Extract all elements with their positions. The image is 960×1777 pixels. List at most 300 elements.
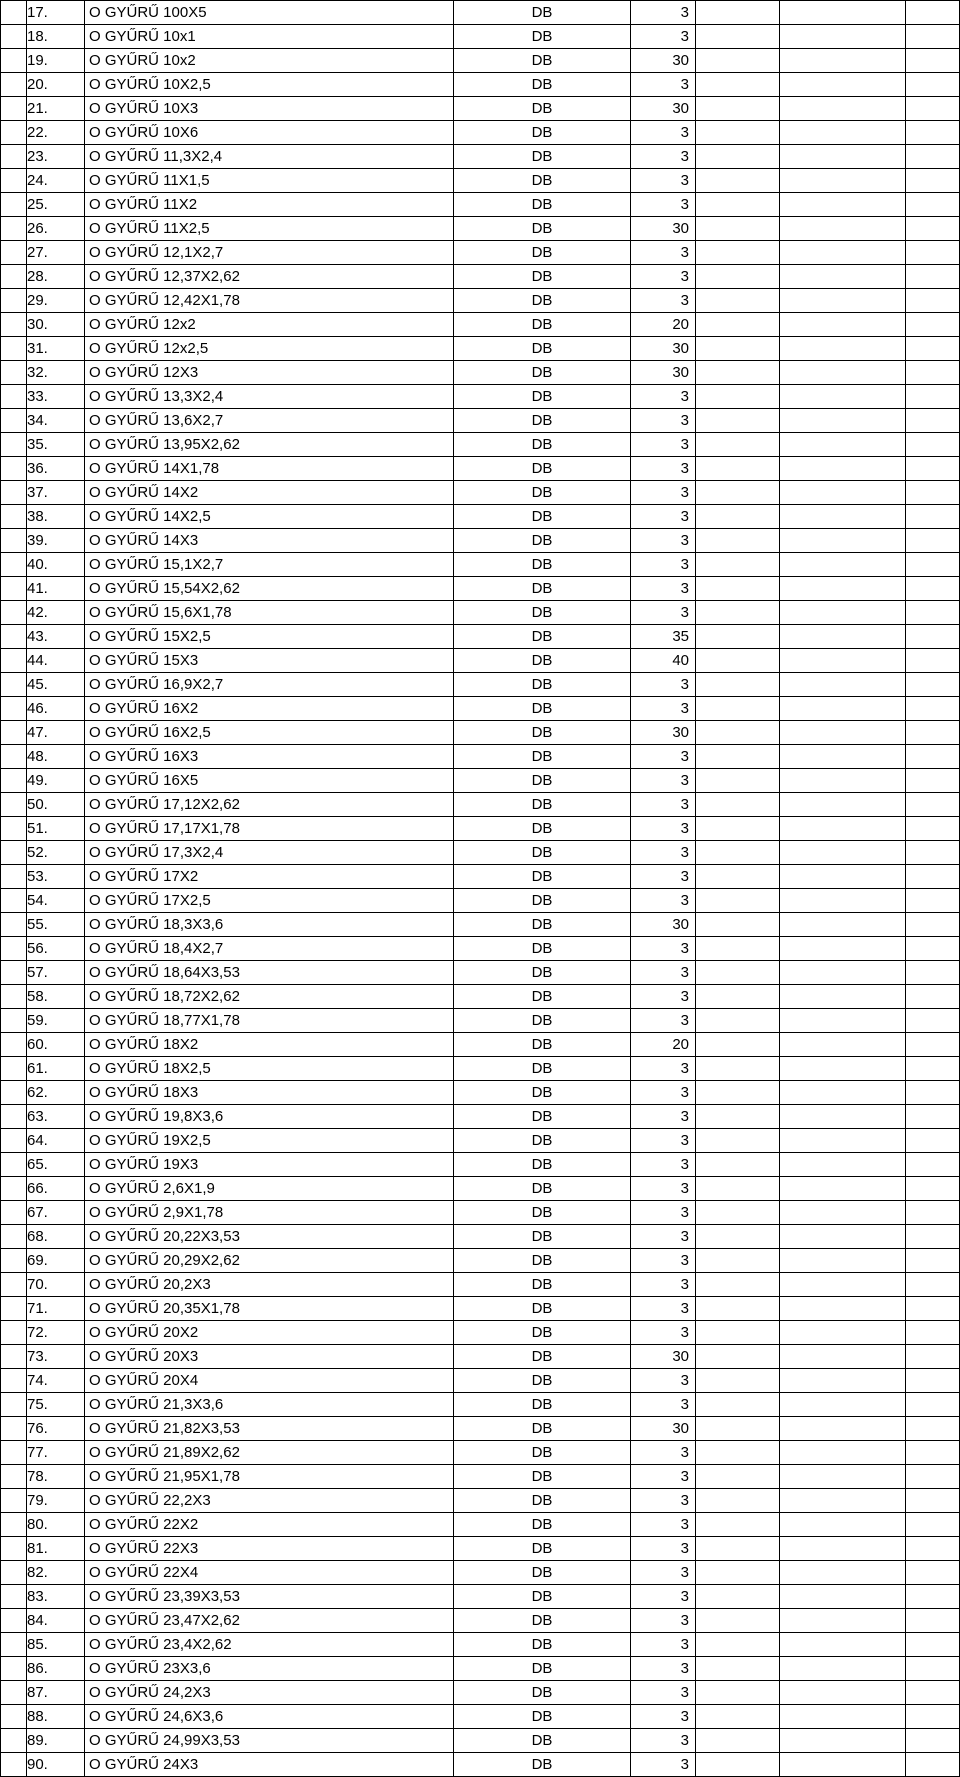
row-number: 42. bbox=[27, 601, 85, 625]
empty-cell bbox=[906, 457, 960, 481]
blank-cell bbox=[1, 97, 27, 121]
item-quantity: 3 bbox=[631, 505, 696, 529]
item-unit: DB bbox=[454, 145, 631, 169]
row-number: 61. bbox=[27, 1057, 85, 1081]
empty-cell bbox=[906, 913, 960, 937]
table-row bbox=[1, 1105, 960, 1129]
item-unit: DB bbox=[454, 1129, 631, 1153]
empty-cell bbox=[696, 433, 780, 457]
item-quantity: 3 bbox=[631, 1753, 696, 1777]
item-name: O GYŰRŰ 16,9X2,7 bbox=[85, 673, 454, 697]
item-unit: DB bbox=[454, 913, 631, 937]
blank-cell bbox=[1, 265, 27, 289]
empty-cell bbox=[780, 553, 906, 577]
blank-cell bbox=[1, 289, 27, 313]
row-number: 53. bbox=[27, 865, 85, 889]
blank-cell bbox=[1, 937, 27, 961]
row-number: 39. bbox=[27, 529, 85, 553]
item-quantity: 3 bbox=[631, 985, 696, 1009]
item-quantity: 3 bbox=[631, 241, 696, 265]
item-name: O GYŰRŰ 16X2 bbox=[85, 697, 454, 721]
row-number: 30. bbox=[27, 313, 85, 337]
empty-cell bbox=[906, 1129, 960, 1153]
empty-cell bbox=[696, 1585, 780, 1609]
blank-cell bbox=[1, 1009, 27, 1033]
row-number: 49. bbox=[27, 769, 85, 793]
item-quantity: 3 bbox=[631, 697, 696, 721]
row-number: 78. bbox=[27, 1465, 85, 1489]
empty-cell bbox=[696, 1297, 780, 1321]
blank-cell bbox=[1, 1441, 27, 1465]
item-name: O GYŰRŰ 10X6 bbox=[85, 121, 454, 145]
blank-cell bbox=[1, 961, 27, 985]
table-row bbox=[1, 1369, 960, 1393]
item-name: O GYŰRŰ 18,3X3,6 bbox=[85, 913, 454, 937]
table-row bbox=[1, 1441, 960, 1465]
item-unit: DB bbox=[454, 1537, 631, 1561]
table-row bbox=[1, 337, 960, 361]
item-name: O GYŰRŰ 14X1,78 bbox=[85, 457, 454, 481]
row-number: 38. bbox=[27, 505, 85, 529]
blank-cell bbox=[1, 1057, 27, 1081]
table-row bbox=[1, 433, 960, 457]
item-unit: DB bbox=[454, 1081, 631, 1105]
empty-cell bbox=[906, 1537, 960, 1561]
row-number: 57. bbox=[27, 961, 85, 985]
empty-cell bbox=[780, 985, 906, 1009]
empty-cell bbox=[906, 1201, 960, 1225]
empty-cell bbox=[906, 937, 960, 961]
blank-cell bbox=[1, 1081, 27, 1105]
item-unit: DB bbox=[454, 793, 631, 817]
empty-cell bbox=[780, 769, 906, 793]
empty-cell bbox=[696, 505, 780, 529]
empty-cell bbox=[696, 1057, 780, 1081]
table-row bbox=[1, 1393, 960, 1417]
item-name: O GYŰRŰ 13,95X2,62 bbox=[85, 433, 454, 457]
blank-cell bbox=[1, 1249, 27, 1273]
empty-cell bbox=[696, 409, 780, 433]
table-row bbox=[1, 817, 960, 841]
empty-cell bbox=[906, 673, 960, 697]
empty-cell bbox=[906, 889, 960, 913]
item-quantity: 3 bbox=[631, 577, 696, 601]
item-unit: DB bbox=[454, 1369, 631, 1393]
empty-cell bbox=[906, 1081, 960, 1105]
blank-cell bbox=[1, 841, 27, 865]
empty-cell bbox=[696, 1033, 780, 1057]
row-number: 67. bbox=[27, 1201, 85, 1225]
empty-cell bbox=[906, 1057, 960, 1081]
empty-cell bbox=[696, 841, 780, 865]
item-quantity: 3 bbox=[631, 1297, 696, 1321]
item-name: O GYŰRŰ 21,3X3,6 bbox=[85, 1393, 454, 1417]
item-quantity: 3 bbox=[631, 457, 696, 481]
blank-cell bbox=[1, 169, 27, 193]
row-number: 21. bbox=[27, 97, 85, 121]
blank-cell bbox=[1, 1105, 27, 1129]
empty-cell bbox=[906, 1489, 960, 1513]
item-quantity: 3 bbox=[631, 1321, 696, 1345]
row-number: 83. bbox=[27, 1585, 85, 1609]
item-unit: DB bbox=[454, 889, 631, 913]
empty-cell bbox=[906, 241, 960, 265]
item-name: O GYŰRŰ 17,12X2,62 bbox=[85, 793, 454, 817]
blank-cell bbox=[1, 121, 27, 145]
item-unit: DB bbox=[454, 217, 631, 241]
empty-cell bbox=[906, 841, 960, 865]
empty-cell bbox=[780, 457, 906, 481]
item-quantity: 3 bbox=[631, 601, 696, 625]
item-unit: DB bbox=[454, 169, 631, 193]
table-row bbox=[1, 1513, 960, 1537]
empty-cell bbox=[780, 361, 906, 385]
empty-cell bbox=[696, 49, 780, 73]
empty-cell bbox=[780, 1033, 906, 1057]
item-quantity: 3 bbox=[631, 1009, 696, 1033]
item-quantity: 3 bbox=[631, 673, 696, 697]
table-row bbox=[1, 721, 960, 745]
item-name: O GYŰRŰ 20X2 bbox=[85, 1321, 454, 1345]
empty-cell bbox=[780, 385, 906, 409]
item-name: O GYŰRŰ 24,99X3,53 bbox=[85, 1729, 454, 1753]
item-name: O GYŰRŰ 14X3 bbox=[85, 529, 454, 553]
empty-cell bbox=[780, 1, 906, 25]
item-quantity: 3 bbox=[631, 1225, 696, 1249]
item-unit: DB bbox=[454, 841, 631, 865]
item-name: O GYŰRŰ 16X3 bbox=[85, 745, 454, 769]
table-row bbox=[1, 361, 960, 385]
row-number: 44. bbox=[27, 649, 85, 673]
item-quantity: 3 bbox=[631, 433, 696, 457]
row-number: 40. bbox=[27, 553, 85, 577]
row-number: 45. bbox=[27, 673, 85, 697]
item-name: O GYŰRŰ 12,37X2,62 bbox=[85, 265, 454, 289]
item-unit: DB bbox=[454, 1729, 631, 1753]
empty-cell bbox=[696, 1729, 780, 1753]
empty-cell bbox=[906, 97, 960, 121]
empty-cell bbox=[780, 1057, 906, 1081]
blank-cell bbox=[1, 793, 27, 817]
item-name: O GYŰRŰ 11X1,5 bbox=[85, 169, 454, 193]
item-unit: DB bbox=[454, 1465, 631, 1489]
table-row bbox=[1, 913, 960, 937]
empty-cell bbox=[696, 1633, 780, 1657]
item-quantity: 30 bbox=[631, 721, 696, 745]
table-row bbox=[1, 1609, 960, 1633]
empty-cell bbox=[696, 985, 780, 1009]
empty-cell bbox=[696, 1657, 780, 1681]
row-number: 84. bbox=[27, 1609, 85, 1633]
item-name: O GYŰRŰ 12X3 bbox=[85, 361, 454, 385]
empty-cell bbox=[780, 745, 906, 769]
blank-cell bbox=[1, 697, 27, 721]
blank-cell bbox=[1, 361, 27, 385]
item-unit: DB bbox=[454, 1441, 631, 1465]
item-unit: DB bbox=[454, 1153, 631, 1177]
empty-cell bbox=[696, 337, 780, 361]
item-name: O GYŰRŰ 19X2,5 bbox=[85, 1129, 454, 1153]
empty-cell bbox=[780, 1465, 906, 1489]
empty-cell bbox=[780, 265, 906, 289]
blank-cell bbox=[1, 553, 27, 577]
row-number: 23. bbox=[27, 145, 85, 169]
empty-cell bbox=[780, 1489, 906, 1513]
item-name: O GYŰRŰ 23,39X3,53 bbox=[85, 1585, 454, 1609]
item-quantity: 3 bbox=[631, 793, 696, 817]
table-row bbox=[1, 841, 960, 865]
empty-cell bbox=[906, 313, 960, 337]
item-name: O GYŰRŰ 21,82X3,53 bbox=[85, 1417, 454, 1441]
empty-cell bbox=[906, 433, 960, 457]
item-unit: DB bbox=[454, 1561, 631, 1585]
table-row bbox=[1, 121, 960, 145]
empty-cell bbox=[906, 1273, 960, 1297]
item-name: O GYŰRŰ 18X3 bbox=[85, 1081, 454, 1105]
blank-cell bbox=[1, 145, 27, 169]
empty-cell bbox=[696, 1369, 780, 1393]
empty-cell bbox=[906, 193, 960, 217]
item-name: O GYŰRŰ 18X2 bbox=[85, 1033, 454, 1057]
row-number: 34. bbox=[27, 409, 85, 433]
item-unit: DB bbox=[454, 457, 631, 481]
row-number: 65. bbox=[27, 1153, 85, 1177]
item-quantity: 30 bbox=[631, 337, 696, 361]
item-unit: DB bbox=[454, 625, 631, 649]
empty-cell bbox=[696, 121, 780, 145]
item-unit: DB bbox=[454, 481, 631, 505]
item-unit: DB bbox=[454, 697, 631, 721]
item-unit: DB bbox=[454, 1273, 631, 1297]
row-number: 27. bbox=[27, 241, 85, 265]
empty-cell bbox=[780, 241, 906, 265]
empty-cell bbox=[780, 121, 906, 145]
item-unit: DB bbox=[454, 553, 631, 577]
row-number: 87. bbox=[27, 1681, 85, 1705]
item-name: O GYŰRŰ 14X2 bbox=[85, 481, 454, 505]
row-number: 68. bbox=[27, 1225, 85, 1249]
empty-cell bbox=[906, 1033, 960, 1057]
item-unit: DB bbox=[454, 1609, 631, 1633]
row-number: 79. bbox=[27, 1489, 85, 1513]
item-quantity: 3 bbox=[631, 1177, 696, 1201]
item-unit: DB bbox=[454, 1705, 631, 1729]
row-number: 43. bbox=[27, 625, 85, 649]
item-unit: DB bbox=[454, 337, 631, 361]
empty-cell bbox=[780, 577, 906, 601]
empty-cell bbox=[780, 1225, 906, 1249]
item-name: O GYŰRŰ 11X2,5 bbox=[85, 217, 454, 241]
table-row bbox=[1, 289, 960, 313]
empty-cell bbox=[906, 1513, 960, 1537]
empty-cell bbox=[696, 1345, 780, 1369]
table-row bbox=[1, 169, 960, 193]
item-name: O GYŰRŰ 17,3X2,4 bbox=[85, 841, 454, 865]
table-row bbox=[1, 865, 960, 889]
item-quantity: 3 bbox=[631, 961, 696, 985]
empty-cell bbox=[696, 385, 780, 409]
table-row bbox=[1, 1321, 960, 1345]
table-row bbox=[1, 457, 960, 481]
empty-cell bbox=[696, 1537, 780, 1561]
empty-cell bbox=[906, 625, 960, 649]
item-unit: DB bbox=[454, 577, 631, 601]
item-unit: DB bbox=[454, 1681, 631, 1705]
item-quantity: 3 bbox=[631, 937, 696, 961]
empty-cell bbox=[780, 1273, 906, 1297]
row-number: 28. bbox=[27, 265, 85, 289]
row-number: 66. bbox=[27, 1177, 85, 1201]
empty-cell bbox=[780, 217, 906, 241]
empty-cell bbox=[696, 361, 780, 385]
table-row bbox=[1, 889, 960, 913]
item-name: O GYŰRŰ 18,64X3,53 bbox=[85, 961, 454, 985]
empty-cell bbox=[780, 1585, 906, 1609]
item-unit: DB bbox=[454, 1489, 631, 1513]
item-name: O GYŰRŰ 23,47X2,62 bbox=[85, 1609, 454, 1633]
empty-cell bbox=[780, 289, 906, 313]
empty-cell bbox=[696, 913, 780, 937]
empty-cell bbox=[780, 793, 906, 817]
blank-cell bbox=[1, 217, 27, 241]
table-row bbox=[1, 193, 960, 217]
item-name: O GYŰRŰ 12,42X1,78 bbox=[85, 289, 454, 313]
empty-cell bbox=[780, 313, 906, 337]
item-quantity: 3 bbox=[631, 385, 696, 409]
item-quantity: 30 bbox=[631, 217, 696, 241]
table-row bbox=[1, 1009, 960, 1033]
table-row bbox=[1, 1057, 960, 1081]
empty-cell bbox=[780, 1681, 906, 1705]
item-name: O GYŰRŰ 22X2 bbox=[85, 1513, 454, 1537]
item-name: O GYŰRŰ 22,2X3 bbox=[85, 1489, 454, 1513]
item-unit: DB bbox=[454, 1321, 631, 1345]
table-row bbox=[1, 409, 960, 433]
item-unit: DB bbox=[454, 1105, 631, 1129]
item-unit: DB bbox=[454, 1033, 631, 1057]
item-name: O GYŰRŰ 21,89X2,62 bbox=[85, 1441, 454, 1465]
empty-cell bbox=[780, 721, 906, 745]
table-row bbox=[1, 265, 960, 289]
blank-cell bbox=[1, 1705, 27, 1729]
blank-cell bbox=[1, 505, 27, 529]
item-quantity: 3 bbox=[631, 289, 696, 313]
item-quantity: 3 bbox=[631, 1, 696, 25]
row-number: 70. bbox=[27, 1273, 85, 1297]
empty-cell bbox=[780, 1129, 906, 1153]
table-row bbox=[1, 1033, 960, 1057]
table-row bbox=[1, 673, 960, 697]
item-name: O GYŰRŰ 18X2,5 bbox=[85, 1057, 454, 1081]
row-number: 90. bbox=[27, 1753, 85, 1777]
empty-cell bbox=[906, 1369, 960, 1393]
item-quantity: 3 bbox=[631, 409, 696, 433]
item-name: O GYŰRŰ 15,6X1,78 bbox=[85, 601, 454, 625]
table-row bbox=[1, 697, 960, 721]
empty-cell bbox=[906, 1753, 960, 1777]
row-number: 51. bbox=[27, 817, 85, 841]
table-row bbox=[1, 1657, 960, 1681]
row-number: 33. bbox=[27, 385, 85, 409]
empty-cell bbox=[696, 1609, 780, 1633]
item-unit: DB bbox=[454, 241, 631, 265]
row-number: 71. bbox=[27, 1297, 85, 1321]
empty-cell bbox=[696, 1225, 780, 1249]
empty-cell bbox=[906, 1705, 960, 1729]
empty-cell bbox=[906, 985, 960, 1009]
empty-cell bbox=[780, 1561, 906, 1585]
row-number: 18. bbox=[27, 25, 85, 49]
blank-cell bbox=[1, 1681, 27, 1705]
row-number: 59. bbox=[27, 1009, 85, 1033]
item-name: O GYŰRŰ 16X5 bbox=[85, 769, 454, 793]
empty-cell bbox=[906, 49, 960, 73]
item-unit: DB bbox=[454, 817, 631, 841]
item-quantity: 3 bbox=[631, 121, 696, 145]
empty-cell bbox=[780, 145, 906, 169]
table-row bbox=[1, 1273, 960, 1297]
item-quantity: 3 bbox=[631, 193, 696, 217]
item-quantity: 3 bbox=[631, 73, 696, 97]
item-unit: DB bbox=[454, 673, 631, 697]
empty-cell bbox=[906, 1441, 960, 1465]
item-quantity: 3 bbox=[631, 1609, 696, 1633]
empty-cell bbox=[906, 529, 960, 553]
empty-cell bbox=[906, 169, 960, 193]
empty-cell bbox=[906, 217, 960, 241]
item-quantity: 3 bbox=[631, 1393, 696, 1417]
table-row bbox=[1, 1249, 960, 1273]
empty-cell bbox=[780, 433, 906, 457]
empty-cell bbox=[906, 1633, 960, 1657]
empty-cell bbox=[696, 241, 780, 265]
item-name: O GYŰRŰ 20X3 bbox=[85, 1345, 454, 1369]
empty-cell bbox=[906, 289, 960, 313]
empty-cell bbox=[906, 577, 960, 601]
empty-cell bbox=[696, 673, 780, 697]
empty-cell bbox=[780, 1417, 906, 1441]
empty-cell bbox=[696, 721, 780, 745]
empty-cell bbox=[780, 193, 906, 217]
empty-cell bbox=[906, 361, 960, 385]
empty-cell bbox=[906, 1009, 960, 1033]
item-quantity: 3 bbox=[631, 745, 696, 769]
blank-cell bbox=[1, 1225, 27, 1249]
blank-cell bbox=[1, 1177, 27, 1201]
item-name: O GYŰRŰ 21,95X1,78 bbox=[85, 1465, 454, 1489]
blank-cell bbox=[1, 769, 27, 793]
item-unit: DB bbox=[454, 1513, 631, 1537]
empty-cell bbox=[906, 649, 960, 673]
table-row bbox=[1, 649, 960, 673]
item-name: O GYŰRŰ 15,1X2,7 bbox=[85, 553, 454, 577]
empty-cell bbox=[906, 961, 960, 985]
blank-cell bbox=[1, 529, 27, 553]
empty-cell bbox=[696, 217, 780, 241]
empty-cell bbox=[696, 577, 780, 601]
blank-cell bbox=[1, 1369, 27, 1393]
empty-cell bbox=[780, 1153, 906, 1177]
empty-cell bbox=[906, 337, 960, 361]
row-number: 47. bbox=[27, 721, 85, 745]
item-unit: DB bbox=[454, 721, 631, 745]
empty-cell bbox=[780, 25, 906, 49]
empty-cell bbox=[780, 337, 906, 361]
item-quantity: 3 bbox=[631, 1537, 696, 1561]
table-row bbox=[1, 241, 960, 265]
blank-cell bbox=[1, 337, 27, 361]
blank-cell bbox=[1, 721, 27, 745]
